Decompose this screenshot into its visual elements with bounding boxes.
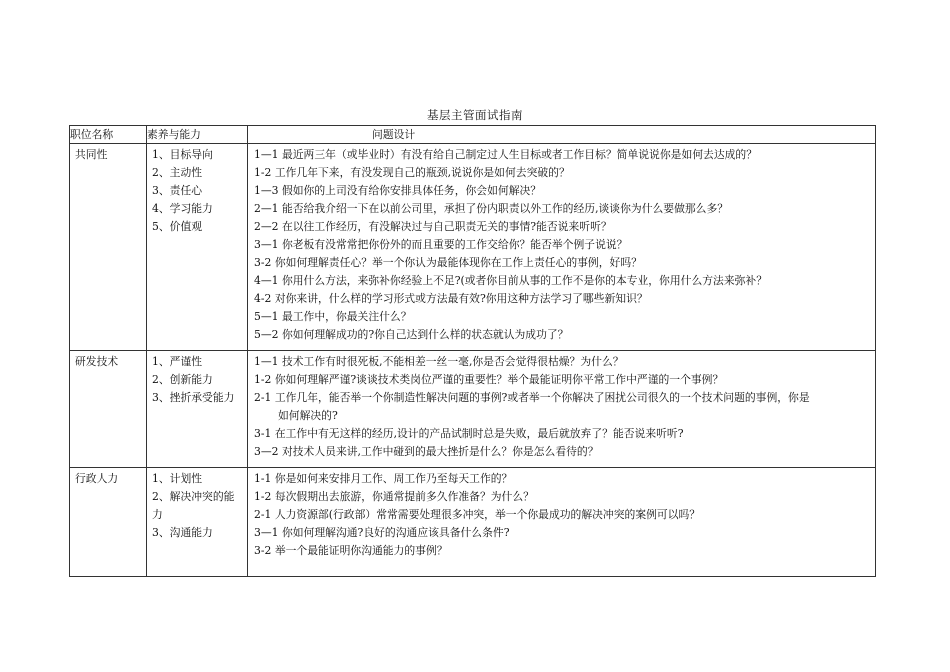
table-row: [70, 144, 876, 351]
question-item: 1—1 最近两三年（或毕业时）有没有给自己制定过人生目标或者工作目标？简单说说你是如何去达成的？: [254, 148, 758, 161]
question-item: 1-2 每次假期出去旅游，你通常提前多久作准备？为什么？: [254, 490, 534, 503]
question-item: 5—1 最工作中，你最关注什么？: [254, 310, 412, 323]
question-item: 3—1 你老板有没常常把你份外的而且重要的工作交给你？能否举个例子说说？: [254, 238, 628, 251]
skills-cell: [147, 144, 248, 351]
question-item: 1—3 假如你的上司没有给你安排具体任务，你会如何解决？: [254, 184, 542, 197]
role-cell: 共同性: [70, 144, 147, 351]
question-item: 3-2 举一个最能证明你沟通能力的事例？: [254, 544, 448, 557]
interview-guide-table: [69, 125, 876, 577]
skill-item: 5、价值观: [152, 220, 203, 233]
questions-cell: [248, 144, 876, 351]
question-item: 5—2 你如何理解成功的?你自己达到什么样的状态就认为成功了？: [254, 328, 569, 341]
question-item: 3—1 你如何理解沟通?良好的沟通应该具备什么条件?: [254, 526, 510, 539]
question-item: 2-1 工作几年，能否举一个你制造性解决问题的事例?或者举一个你解决了困扰公司很久的一个技术问题的事例，你是: [254, 391, 810, 404]
page-title: 基层主管面试指南: [427, 108, 523, 122]
role-cell: 研发技术: [70, 351, 147, 468]
skill-item: 3、沟通能力: [152, 526, 213, 539]
skills-cell: [147, 468, 248, 577]
question-item: 2—2 在以往工作经历，有没解决过与自己职责无关的事情?能否说来听听？: [254, 220, 612, 233]
skill-item: 4、学习能力: [152, 202, 213, 215]
skill-item-continued: 力: [152, 508, 163, 521]
skill-item: 2、主动性: [152, 166, 203, 179]
question-item: 4-2 对你来讲，什么样的学习形式或方法最有效?你用这种方法学习了哪些新知识？: [254, 292, 648, 305]
question-item: 2—1 能否给我介绍一下在以前公司里，承担了份内职责以外工作的经历,谈谈你为什么要做那么多？: [254, 202, 729, 215]
question-item: 4—1 你用什么方法，来弥补你经验上不足?(或者你目前从事的工作不是你的本专业，你用什么方法来弥补？: [254, 274, 768, 287]
table-row: [70, 468, 876, 577]
skill-item: 1、计划性: [152, 472, 203, 485]
question-item: 1-1 你是如何来安排月工作、周工作乃至每天工作的？: [254, 472, 513, 485]
role-cell: 行政人力: [70, 468, 147, 577]
questions-cell: [248, 351, 876, 468]
question-item: 3-2 你如何理解责任心？举一个你认为最能体现你在工作上责任心的事例，好吗？: [254, 256, 642, 269]
questions-cell: [248, 468, 876, 577]
skill-item: 3、挫折承受能力: [152, 391, 235, 404]
skills-cell: [147, 351, 248, 468]
question-item: 1-2 你如何理解严谨?谈谈技术类岗位严谨的重要性？举个最能证明你平常工作中严谨的一个事例？: [254, 373, 724, 386]
table-row: [70, 351, 876, 468]
question-item-continued: 如何解决的?: [278, 409, 338, 422]
question-item: 3-1 在工作中有无这样的经历,设计的产品试制时总是失败，最后就放弃了？能否说来听听?: [254, 427, 684, 440]
skill-item: 2、解决冲突的能: [152, 490, 235, 503]
skill-item: 1、严谨性: [152, 355, 203, 368]
question-item: 1-2 工作几年下来，有没发现自己的瓶颈,说说你是如何去突破的？: [254, 166, 570, 179]
question-item: 1—1 技术工作有时很死板,不能相差一丝一毫,你是否会觉得很枯燥？为什么？: [254, 355, 624, 368]
header-questions: 问题设计: [248, 126, 876, 144]
question-item: 3—2 对技术人员来讲,工作中碰到的最大挫折是什么？你是怎么看待的？: [254, 445, 599, 458]
skill-item: 1、目标导向: [152, 148, 213, 161]
header-competency: 素养与能力: [147, 126, 248, 144]
skill-item: 3、责任心: [152, 184, 203, 197]
question-item: 2-1 人力资源部(行政部）常常需要处理很多冲突，举一个你最成功的解决冲突的案例可以吗？: [254, 508, 701, 521]
skill-item: 2、创新能力: [152, 373, 213, 386]
header-position: 职位名称: [70, 126, 147, 144]
table-header-row: [70, 126, 876, 144]
